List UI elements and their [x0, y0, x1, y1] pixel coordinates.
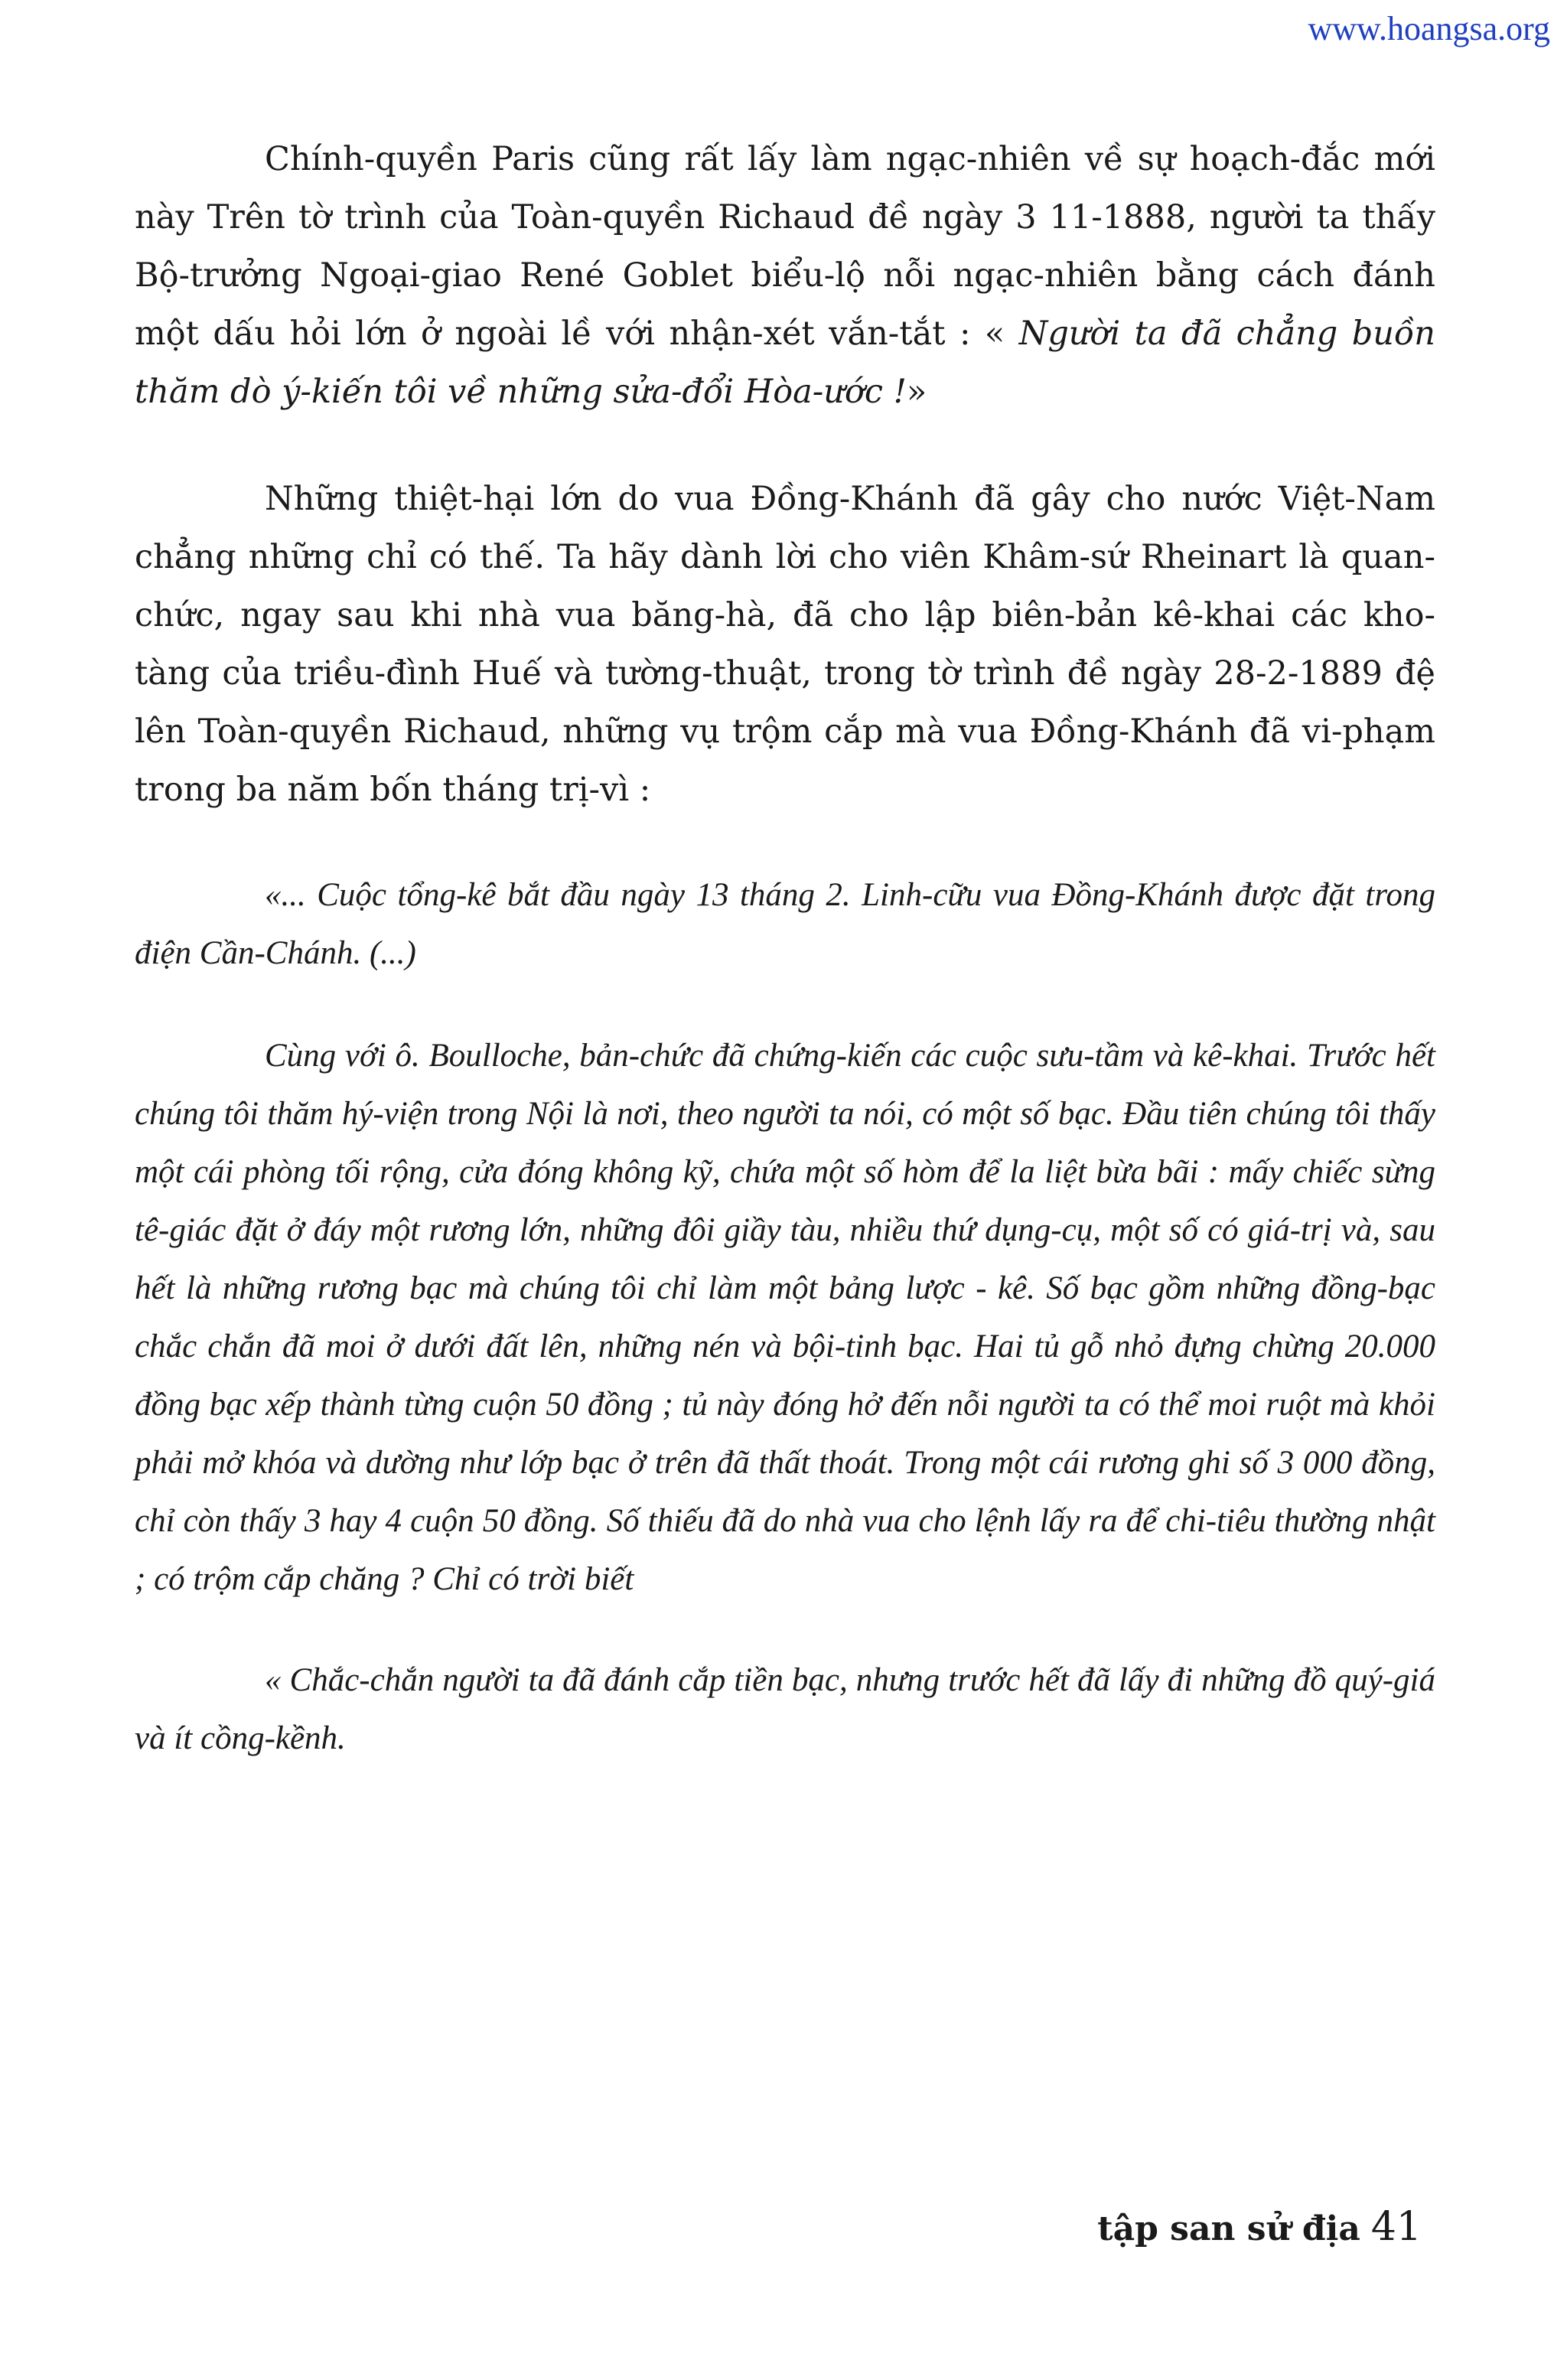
paragraph-1-text: Chính-quyền Paris cũng rất lấy làm ngạc-nhiên về sự hoạch-đắc mới này Trên tờ trình của Toàn-quyền Richaud đề ngày 3 11-1888, người ta thấy Bộ-trưởng Ngoại-giao René Goblet biểu-lộ nỗi ngạc-nhiên bằng cách đánh một dấu hỏi lớn ở ngoài lề với nhận-xét vắn-tắt : «: [135, 140, 1435, 353]
paragraph-1: [135, 130, 1435, 421]
page-body: [135, 130, 1435, 1768]
quote-1: «... Cuộc tổng-kê bắt đầu ngày 13 tháng 2. Linh-cữu vua Đồng-Khánh được đặt trong điện Cần-Chánh. (...): [135, 877, 1435, 971]
paragraph-1-close: »: [906, 373, 927, 411]
watermark: www.hoangsa.org: [1308, 10, 1550, 47]
page-footer: [1097, 2204, 1422, 2250]
paragraph-1-quote: Người ta đã chẳng buồn thăm dò ý-kiến tôi về những sửa-đổi Hòa-ước !: [135, 315, 1435, 411]
page-number: 41: [1370, 2204, 1422, 2250]
paragraph-2: Những thiệt-hại lớn do vua Đồng-Khánh đã gây cho nước Việt-Nam chẳng những chỉ có thế. Ta hãy dành lời cho viên Khâm-sứ Rheinart là quan-chức, ngay sau khi nhà vua băng-hà, đã cho lập biên-bản kê-khai các kho-tàng của triều-đình Huế và tường-thuật, trong tờ trình đề ngày 28-2-1889 đệ lên Toàn-quyền Richaud, những vụ trộm cắp mà vua Đồng-Khánh đã vi-phạm trong ba năm bốn tháng trị-vì :: [135, 480, 1435, 809]
quote-2: Cùng với ô. Boulloche, bản-chức đã chứng-kiến các cuộc sưu-tầm và kê-khai. Trước hết chúng tôi thăm hý-viện trong Nội là nơi, theo người ta nói, có một số bạc. Đầu tiên chúng tôi thấy một cái phòng tối rộng, cửa đóng không kỹ, chứa một số hòm để la liệt bừa bãi : mấy chiếc sừng tê-giác đặt ở đáy một rương lớn, những đôi giầy tàu, nhiều thứ dụng-cụ, một số có giá-trị và, sau hết là những rương bạc mà chúng tôi chỉ làm một bảng lược - kê. Số bạc gồm những đồng-bạc chắc chắn đã moi ở dưới đất lên, những nén và bội-tinh bạc. Hai tủ gỗ nhỏ đựng chừng 20.000 đồng bạc xếp thành từng cuộn 50 đồng ; tủ này đóng hở đến nỗi người ta có thể moi ruột mà khỏi phải mở khóa và dường như lớp bạc ở trên đã thất thoát. Trong một cái rương ghi số 3 000 đồng, chỉ còn thấy 3 hay 4 cuộn 50 đồng. Số thiếu đã do nhà vua cho lệnh lấy ra để chi-tiêu thường nhật ; có trộm cắp chăng ? Chỉ có trời biết: [135, 1038, 1435, 1597]
quote-3: « Chắc-chắn người ta đã đánh cắp tiền bạc, nhưng trước hết đã lấy đi những đồ quý-giá và ít cồng-kềnh.: [135, 1662, 1435, 1756]
journal-name: tập san sử địa: [1097, 2209, 1360, 2248]
